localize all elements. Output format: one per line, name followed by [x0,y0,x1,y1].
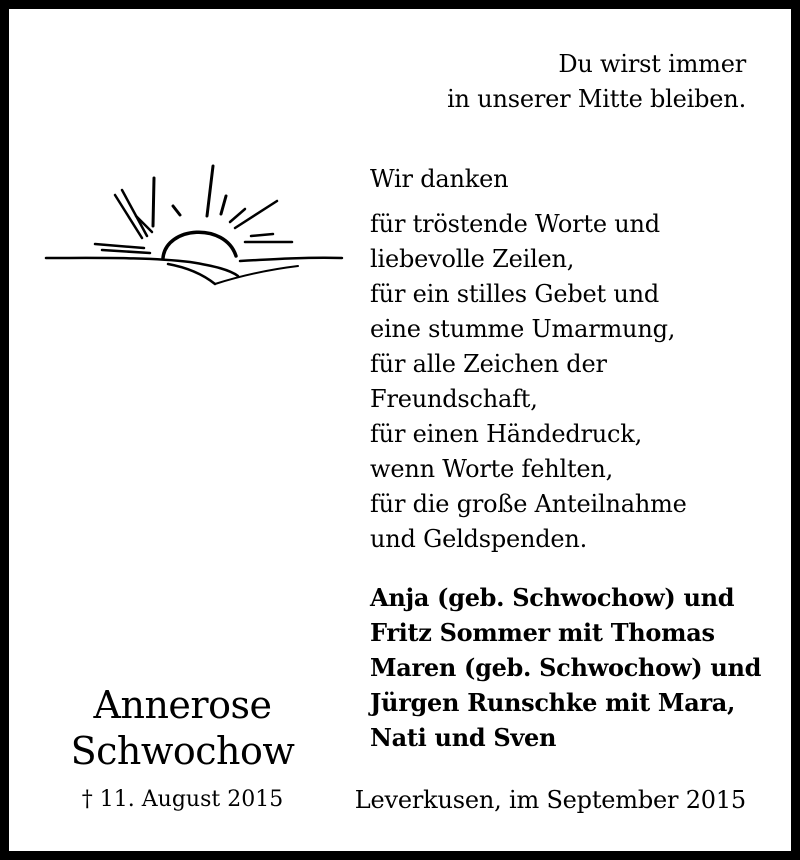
thanks-line: eine stumme Umarmung, [370,315,676,343]
place-date: Leverkusen, im September 2015 [354,786,746,814]
thanks-line: und Geldspenden. [370,525,588,553]
family-line: Maren (geb. Schwochow) und [370,653,762,682]
family-line: Nati und Sven [370,723,557,752]
death-date: † 11. August 2015 [81,787,284,812]
thanks-line: für einen Händedruck, [370,420,643,448]
family-signature [370,580,761,755]
thanks-line: Freundschaft, [370,385,538,413]
family-line: Anja (geb. Schwochow) und [370,583,735,612]
motto [447,47,746,117]
deceased-last-name: Schwochow [70,729,295,773]
thanks-line: wenn Worte fehlten, [370,455,614,483]
motto-line-2: in unserer Mitte bleiben. [447,85,746,113]
thanks-line: für tröstende Worte und [370,210,660,238]
thanks-line: für ein stilles Gebet und [370,280,660,308]
thanks-line: für alle Zeichen der [370,350,607,378]
deceased-name [40,682,325,774]
family-line: Fritz Sommer mit Thomas [370,618,715,647]
thanks-text [370,162,687,557]
thanks-line: für die große Anteilnahme [370,490,687,518]
family-line: Jürgen Runschke mit Mara, [370,688,736,717]
motto-line-1: Du wirst immer [558,50,746,78]
sunset-drawing-icon [40,158,345,293]
thanks-intro: Wir danken [370,165,509,193]
deceased-first-name: Annerose [93,683,272,727]
thanks-line: liebevolle Zeilen, [370,245,575,273]
